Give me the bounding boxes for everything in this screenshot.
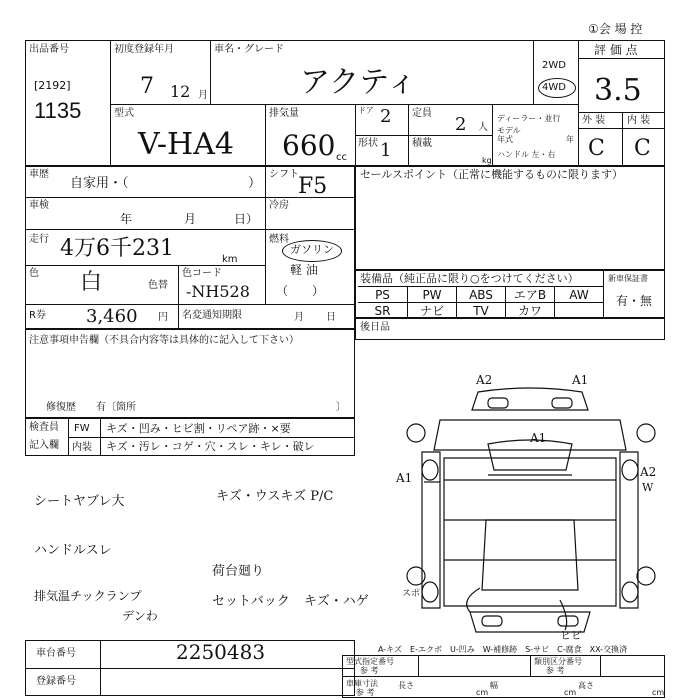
recycle-value: 3,460 bbox=[86, 306, 138, 327]
mark-a2-right: A2 bbox=[640, 465, 657, 479]
equipment-item: SR bbox=[358, 302, 407, 318]
inspector-label-1: 検査員 bbox=[29, 422, 59, 433]
shift-label: シフト bbox=[269, 169, 299, 180]
ext-grade: C bbox=[588, 136, 605, 161]
registration-label: 登録番号 bbox=[36, 676, 76, 687]
history-label: 車歴 bbox=[29, 169, 49, 180]
mark-crack: ヒビ bbox=[560, 629, 582, 642]
capacity-unit: 人 bbox=[478, 122, 488, 133]
mark-a1-roof: A1 bbox=[530, 431, 547, 445]
type-spec-ref: 参 考 bbox=[360, 666, 379, 675]
capacity-label: 定員 bbox=[412, 108, 432, 119]
venue-mark: ①会 場 控 bbox=[588, 22, 643, 36]
warranty-label: 新車保証書 bbox=[608, 274, 648, 283]
dealer-year-unit: 年 bbox=[566, 135, 574, 144]
car-name: アクティ bbox=[300, 65, 417, 100]
dealer-year: 年式 bbox=[497, 135, 513, 144]
fuel-diesel: 軽 油 bbox=[290, 263, 318, 277]
note-scratch: キズ・ウスキズ P/C bbox=[216, 489, 334, 504]
history-value: 自家用・（ bbox=[70, 176, 129, 191]
class-num-label: 類別区分番号 bbox=[534, 657, 582, 666]
color-change-label: 色替 bbox=[148, 280, 168, 291]
displacement-unit: cc bbox=[336, 152, 347, 163]
fuel-label: 燃料 bbox=[269, 234, 289, 245]
lot-label: 出品番号 bbox=[29, 44, 69, 55]
note-denwa: デンわ bbox=[122, 609, 158, 623]
type-spec-label: 型式指定番号 bbox=[346, 657, 394, 666]
mileage-value: 4万6千231 bbox=[60, 236, 174, 261]
lot-sub: [2192] bbox=[34, 79, 71, 92]
recycle-unit: 円 bbox=[158, 312, 168, 323]
note-exhaust: 排気温チックランプ bbox=[34, 589, 142, 603]
load-unit: kg bbox=[482, 156, 492, 165]
mark-a1-left: A1 bbox=[396, 471, 413, 485]
note-bed: 荷台廻り bbox=[212, 564, 265, 579]
dim-height: 高さ bbox=[578, 681, 594, 690]
shape-value: 1 bbox=[380, 140, 392, 161]
chassis-label: 車台番号 bbox=[36, 648, 76, 659]
name-change-label: 名変通知期限 bbox=[182, 310, 242, 321]
int-grade: C bbox=[634, 136, 651, 161]
inspection-year: 年 bbox=[120, 212, 133, 226]
lot-number: 1135 bbox=[34, 98, 82, 123]
history-close: ） bbox=[248, 176, 262, 191]
mark-a2-top: A2 bbox=[476, 373, 493, 387]
dimensions-label: 車庫寸法 bbox=[346, 679, 378, 688]
mileage-label: 走行 bbox=[29, 234, 49, 245]
note-seat: シートヤブレ大 bbox=[34, 494, 125, 509]
class-num-ref: 参 考 bbox=[546, 666, 565, 675]
warranty-value: 有・無 bbox=[616, 294, 653, 308]
fuel-gasoline: ガソリン bbox=[290, 243, 334, 256]
chassis-value: 2250483 bbox=[176, 640, 266, 664]
name-change-day: 日 bbox=[326, 312, 336, 323]
recycle-label: R券 bbox=[29, 310, 46, 321]
shape-label: 形状 bbox=[358, 138, 378, 149]
fuel-paren: （ ） bbox=[276, 284, 325, 298]
doors-value: 2 bbox=[380, 106, 392, 127]
first-reg-month: 12 bbox=[170, 82, 191, 101]
color-code: -NH528 bbox=[186, 282, 250, 301]
mark-a1-top: A1 bbox=[572, 373, 589, 387]
displacement-label: 排気量 bbox=[269, 108, 299, 119]
mileage-unit: km bbox=[222, 254, 238, 265]
dealer-label: ディーラー・並行 bbox=[497, 114, 561, 123]
equipment-item: ナビ bbox=[407, 302, 456, 318]
load-label: 積載 bbox=[412, 138, 432, 149]
notes-label: 注意事項申告欄（不具合内容等は具体的に記入して下さい） bbox=[29, 335, 299, 346]
first-reg-label: 初度登録年月 bbox=[114, 44, 174, 55]
note-setback: セットバック bbox=[212, 594, 290, 609]
drive-4wd: 4WD bbox=[542, 82, 566, 93]
color-label: 色 bbox=[29, 268, 39, 279]
rear-items-label: 後日品 bbox=[360, 322, 390, 333]
equipment-item: エアB bbox=[505, 286, 554, 302]
repair-history: 修復歴 有〔箇所 bbox=[46, 402, 136, 413]
mark-w-right: W bbox=[642, 481, 654, 494]
color-code-label: 色コード bbox=[182, 268, 222, 279]
model-value: V-HA4 bbox=[138, 127, 234, 162]
model-label: 型式 bbox=[114, 108, 134, 119]
first-reg-year: 7 bbox=[140, 74, 154, 99]
mark-spot: スポ bbox=[402, 589, 421, 599]
shift-value: F5 bbox=[298, 174, 328, 199]
name-label: 車名・グレード bbox=[214, 44, 284, 55]
dim-width: 幅 bbox=[490, 681, 498, 690]
first-reg-month-unit: 月 bbox=[198, 90, 208, 101]
note-scratch-peel: キズ・ハゲ bbox=[304, 594, 369, 609]
inspector-int-label: 内装 bbox=[72, 442, 92, 453]
color-value: 白 bbox=[80, 270, 103, 295]
legend: A-キズ E-エクボ U-凹み W-補修跡 S-サビ C-腐食 XX-交換済 bbox=[378, 645, 628, 654]
capacity-value: 2 bbox=[455, 114, 467, 135]
equipment-item: AW bbox=[554, 286, 603, 302]
drive-2wd: 2WD bbox=[542, 60, 566, 71]
equipment-item: TV bbox=[456, 302, 505, 318]
inspector-label-2: 記入欄 bbox=[29, 440, 59, 451]
equipment-item: カワ bbox=[505, 302, 554, 318]
ext-grade-label: 外 装 bbox=[582, 115, 606, 126]
aircon-label: 冷房 bbox=[269, 200, 289, 211]
sales-label: セールスポイント（正常に機能するものに限ります） bbox=[360, 168, 624, 181]
name-change-month: 月 bbox=[294, 312, 304, 323]
note-handle: ハンドルスレ bbox=[34, 543, 112, 558]
dim-height-unit: cm bbox=[652, 688, 665, 697]
int-grade-label: 内 装 bbox=[627, 115, 651, 126]
displacement-value: 660 bbox=[282, 129, 336, 162]
grade-label: 評 価 点 bbox=[594, 43, 638, 57]
inspection-month: 月 bbox=[184, 212, 197, 226]
equipment-item: ABS bbox=[456, 286, 505, 302]
dealer-handle: ハンドル 左・右 bbox=[497, 150, 556, 159]
inspection-label: 車検 bbox=[29, 200, 49, 211]
inspector-int-items: キズ・汚レ・コゲ・穴・スレ・キレ・破レ bbox=[106, 440, 315, 453]
equipment-label: 装備品（純正品に限り○をつけてください） bbox=[360, 272, 579, 285]
equipment-item: PS bbox=[358, 286, 407, 302]
grade-value: 3.5 bbox=[594, 73, 642, 108]
inspector-ext-items: キズ・凹み・ヒビ割・リペア跡・×要 bbox=[106, 422, 291, 435]
dim-width-unit: cm bbox=[564, 688, 577, 697]
dealer-model: モデル bbox=[497, 126, 521, 135]
doors-label: ドア bbox=[358, 106, 374, 115]
dim-length: 長さ bbox=[398, 681, 414, 690]
dimensions-ref: 参 考 bbox=[356, 688, 375, 697]
inspector-ext-code: FW bbox=[74, 423, 90, 434]
equipment-item: PW bbox=[407, 286, 456, 302]
inspection-day: 日） bbox=[234, 212, 259, 226]
dim-length-unit: cm bbox=[476, 688, 489, 697]
repair-close: 〕 bbox=[336, 402, 346, 413]
